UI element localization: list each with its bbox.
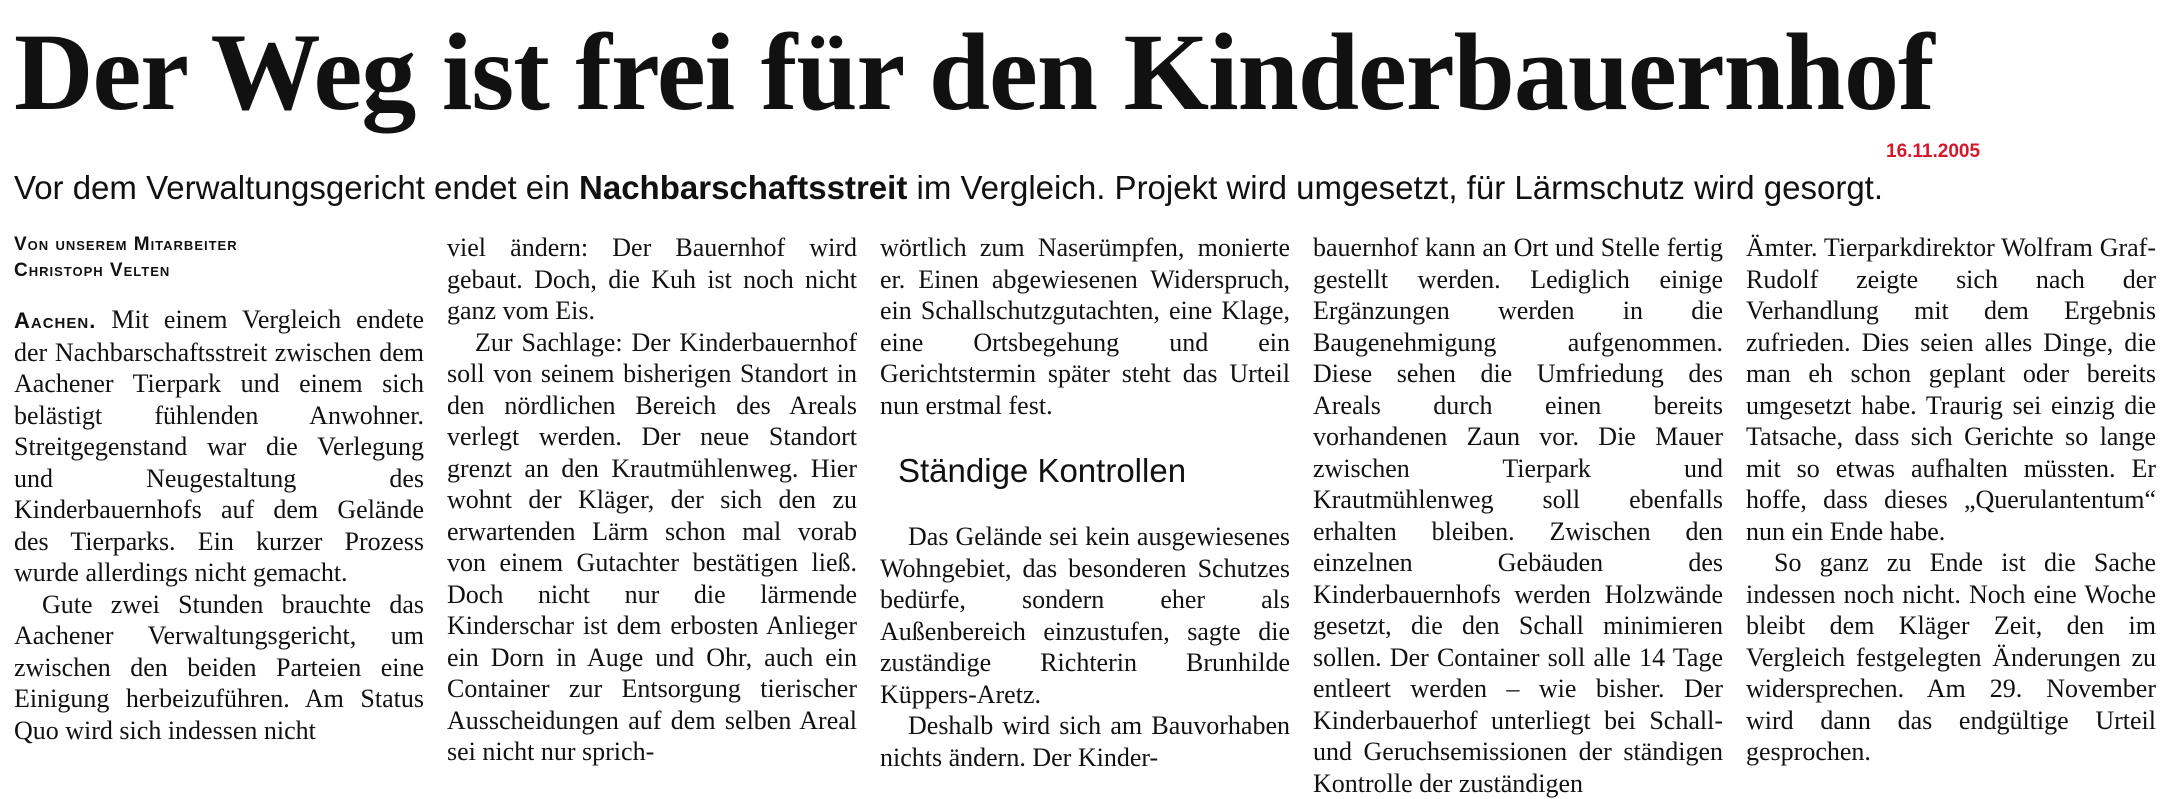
subhead-text-start: Vor dem Verwaltungsgericht endet ein <box>14 169 580 206</box>
article-column-4 <box>1313 232 1723 799</box>
subhead-emphasis: Nachbarschaftsstreit <box>579 169 908 206</box>
article-paragraph: Das Gelände sei kein ausgewiesenes Wohngebiet, das besonderen Schutzes bedürfe, sondern eher als Außenbereich einzustufen, sagte die zuständige Richterin Brunhilde Küppers-Aretz. <box>880 522 1290 709</box>
subhead-text-end: im Vergleich. Projekt wird umgesetzt, für Lärmschutz wird gesorgt. <box>907 169 1884 206</box>
article-paragraph: Gute zwei Stunden brauchte das Aachener Verwaltungsgericht, um zwischen den beiden Parteien eine Einigung herbeizuführen. Am Status Quo wird sich indessen nicht <box>14 589 424 745</box>
byline <box>14 232 424 284</box>
byline-role: Von unserem Mitarbeiter <box>14 234 238 255</box>
article-paragraph: Deshalb wird sich am Bauvorhaben nichts ändern. Der Kinder- <box>880 711 1290 772</box>
article-paragraph: Ämter. Tierparkdirektor Wolfram Graf-Rudolf zeigte sich nach der Verhandlung mit dem Ergebnis zufrieden. Dies seien alles Dinge, die man eh schon geplant oder bereits umgesetzt habe. Traurig sei einzig die Tatsache, dass sich Gerichte so lange mit so etwas aufhalten müssten. Er hoffe, dass dieses „Querulantentum“ nun ein Ende habe. <box>1746 233 2156 546</box>
article-column-1 <box>14 232 424 746</box>
subheadline <box>14 166 2154 210</box>
article-paragraph: So ganz zu Ende ist die Sache indessen noch nicht. Noch eine Woche bleibt dem Kläger Zeit, den im Vergleich festgelegten Änderungen zu widersprechen. Am 29. November wird dann das endgültige Urteil gesprochen. <box>1746 548 2156 766</box>
article-column-5 <box>1746 232 2156 768</box>
publication-date: 16.11.2005 <box>1886 141 1981 162</box>
article-paragraph: Zur Sachlage: Der Kinderbauernhof soll von seinem bisherigen Standort in den nördlichen Bereich des Areals verlegt werden. Der neue Standort grenzt an den Krautmühlenweg. Hier wohnt der Kläger, der sich den zu erwartenden Lärm schon mal vorab von einem Gutachter bestätigen ließ. Doch nicht nur die lärmende Kinderschar ist dem erbosten Anlieger ein Dorn in Auge und Ohr, auch ein Container zur Entsorgung tierischer Ausscheidungen auf dem selben Areal sei nicht nur sprich- <box>447 327 857 766</box>
section-subheading: Ständige Kontrollen <box>898 452 1187 489</box>
headline: Der Weg ist frei für den Kinderbauernhof <box>14 11 1934 133</box>
article-paragraph: viel ändern: Der Bauernhof wird gebaut. Doch, die Kuh ist noch nicht ganz vom Eis. <box>447 233 857 325</box>
dateline-city: Aachen. <box>14 308 97 333</box>
paragraph-text: Mit einem Vergleich endete der Nachbarschaftsstreit zwischen dem Aachener Tierpark und einem sich belästigt fühlenden Anwohner. Streitgegenstand war die Verlegung und Neugestaltung des Kinderbauernhofs auf dem Gelände des Tierparks. Ein kurzer Prozess wurde allerdings nicht gemacht. <box>14 305 424 587</box>
article-paragraph <box>14 304 424 589</box>
article-column-3 <box>880 232 1290 773</box>
article-paragraph: wörtlich zum Naserümpfen, monierte er. Einen abgewiesenen Widerspruch, ein Schallschutzgutachten, eine Klage, eine Ortsbegehung und ein Gerichtstermin später steht das Urteil nun erstmal fest. <box>880 233 1290 420</box>
byline-author: Christoph Velten <box>14 260 171 281</box>
article-paragraph: bauernhof kann an Ort und Stelle fertig gestellt werden. Lediglich einige Ergänzungen werden in die Baugenehmigung aufgenommen. Diese sehen die Umfriedung des Areals durch einen bereits vorhandenen Zaun vor. Die Mauer zwischen Tierpark und Krautmühlenweg soll ebenfalls erhalten bleiben. Zwischen den einzelnen Gebäuden des Kinderbauernhofs werden Holzwände gesetzt, die den Schall minimieren sollen. Der Container soll alle 14 Tage entleert werden – wie bisher. Der Kinderbauerhof unterliegt bei Schall- und Geruchsemissionen der ständigen Kontrolle der zuständigen <box>1313 233 1723 798</box>
article-column-2 <box>447 232 857 768</box>
